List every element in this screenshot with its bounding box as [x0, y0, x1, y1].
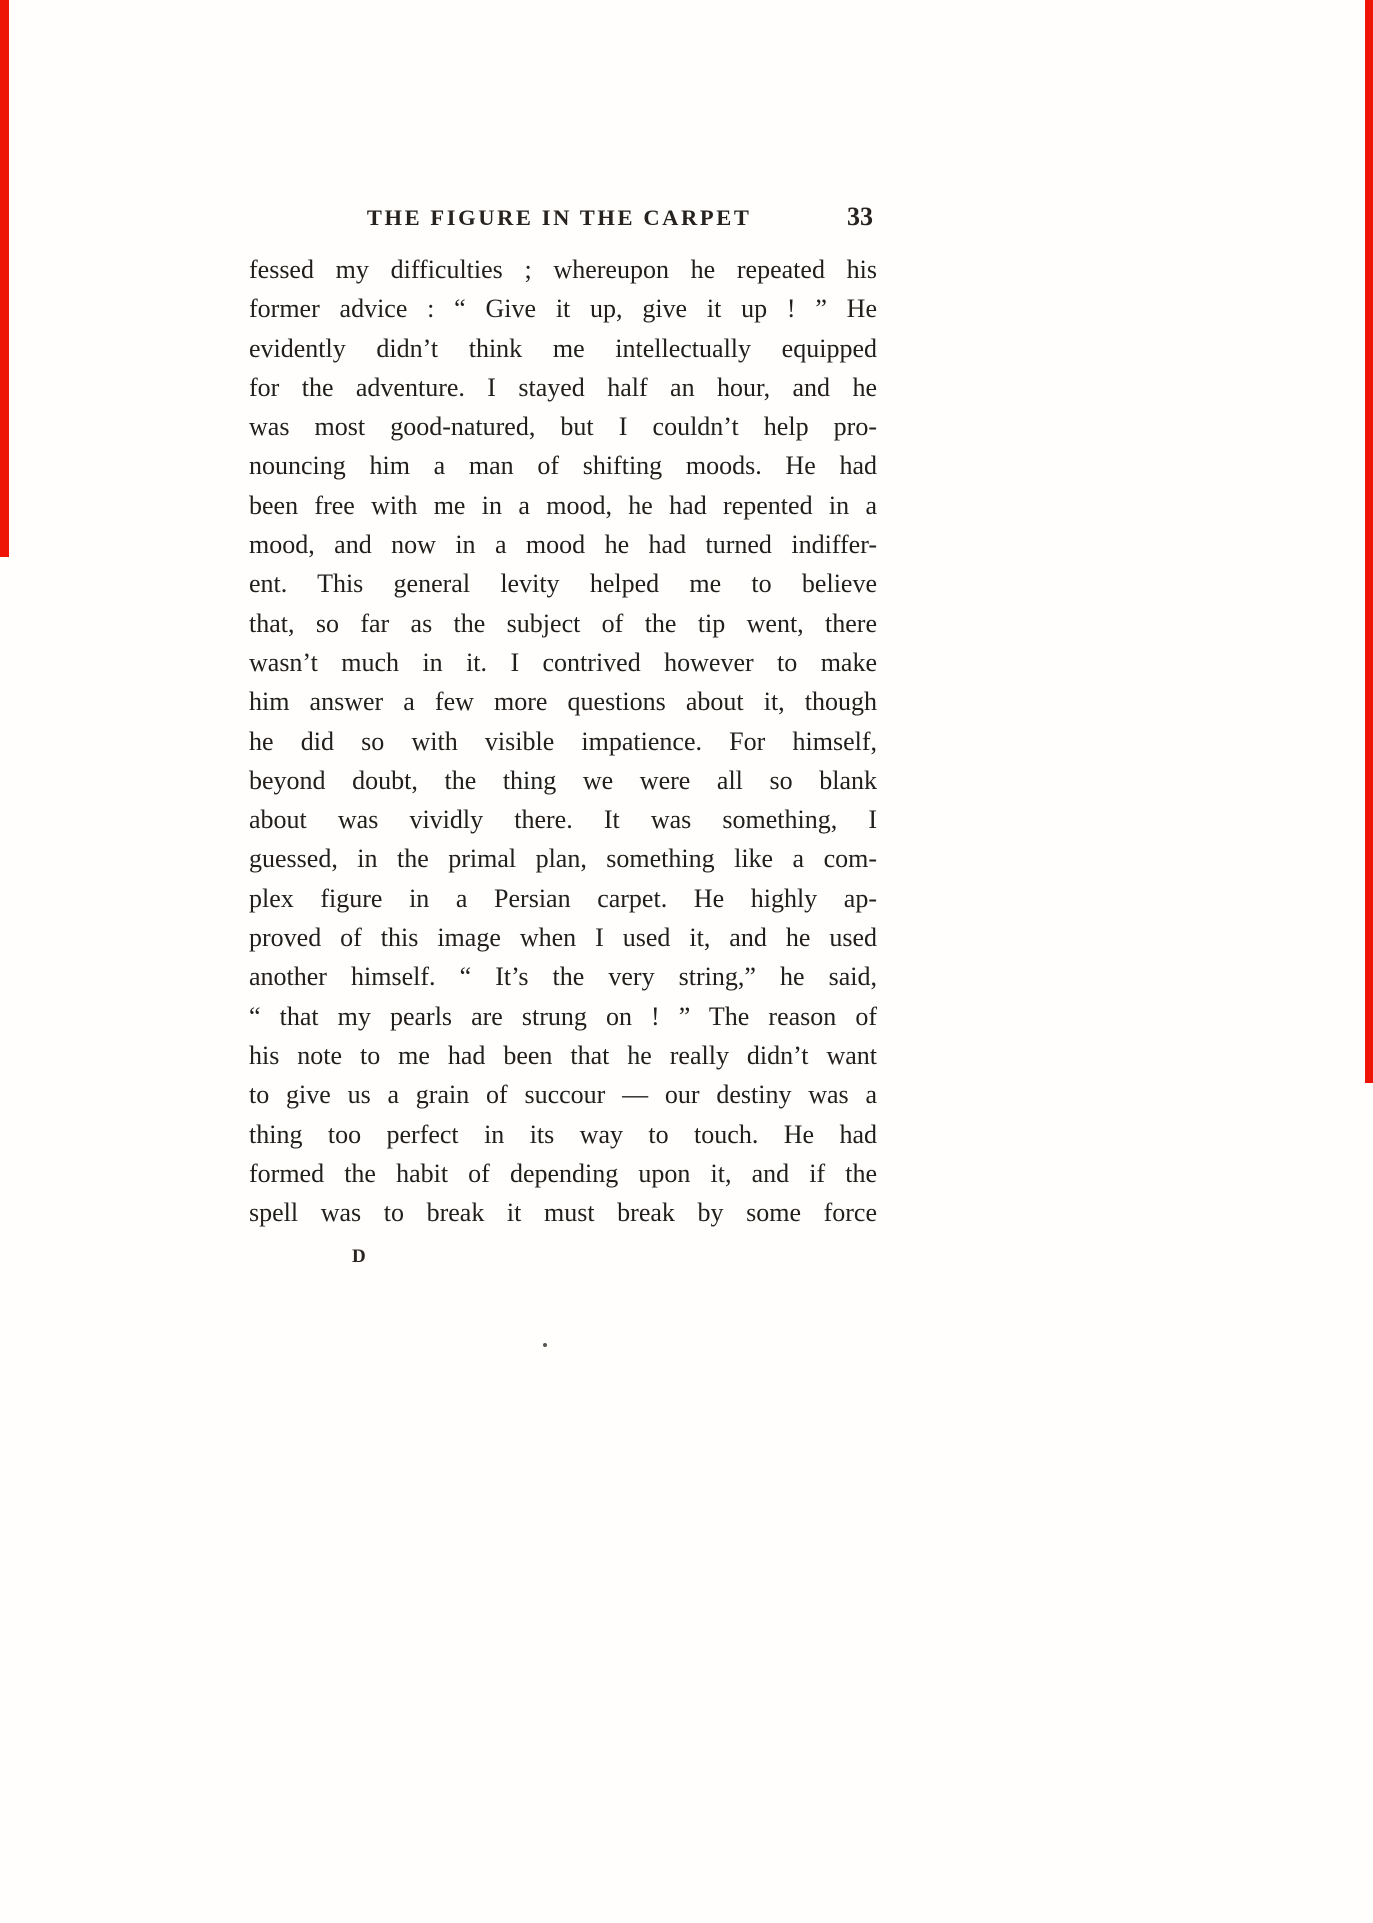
text-line: was most good-natured, but I couldn’t help pro-: [249, 412, 877, 442]
text-line: mood, and now in a mood he had turned indiffer-: [249, 530, 877, 560]
chapter-title: THE FIGURE IN THE CARPET: [366, 205, 752, 230]
text-line: guessed, in the primal plan, something like a com-: [249, 844, 877, 874]
text-line: fessed my difficulties ; whereupon he repeated his: [249, 255, 877, 284]
text-line: “ that my pearls are strung on ! ” The reason of: [249, 1001, 877, 1031]
text-line: about was vividly there. It was something, I: [249, 805, 877, 835]
text-line: plex figure in a Persian carpet. He highly ap-: [249, 883, 877, 913]
text-line: nouncing him a man of shifting moods. He had: [249, 451, 877, 481]
text-line: wasn’t much in it. I contrived however to make: [249, 647, 877, 677]
scan-edge-right: [1365, 0, 1373, 1083]
text-line: ent. This general levity helped me to believe: [249, 569, 877, 599]
text-line: him answer a few more questions about it, though: [249, 687, 877, 717]
text-line: evidently didn’t think me intellectually equipped: [249, 333, 877, 363]
text-line: for the adventure. I stayed half an hour, and he: [249, 372, 877, 402]
text-line: spell was to break it must break by some force: [249, 1198, 877, 1228]
text-line: thing too perfect in its way to touch. He had: [249, 1119, 877, 1149]
text-line: beyond doubt, the thing we were all so blank: [249, 765, 877, 795]
printer-signature-mark: D: [352, 1246, 366, 1267]
text-line: that, so far as the subject of the tip went, there: [249, 608, 877, 638]
text-line: been free with me in a mood, he had repented in a: [249, 490, 877, 520]
scan-edge-left: [0, 0, 9, 557]
text-line: former advice : “ Give it up, give it up ! ” He: [249, 294, 877, 324]
text-line: formed the habit of depending upon it, and if the: [249, 1158, 877, 1188]
running-header: [249, 202, 877, 234]
text-line: proved of this image when I used it, and he used: [249, 923, 877, 953]
text-line: another himself. “ It’s the very string,” he said,: [249, 962, 877, 992]
page-number: 33: [847, 202, 873, 231]
scan-speck: [543, 1343, 547, 1347]
text-line: he did so with visible impatience. For himself,: [249, 726, 877, 756]
body-text: [249, 250, 877, 1232]
text-line: his note to me had been that he really didn’t want: [249, 1040, 877, 1070]
text-line: to give us a grain of succour — our destiny was a: [249, 1080, 877, 1110]
